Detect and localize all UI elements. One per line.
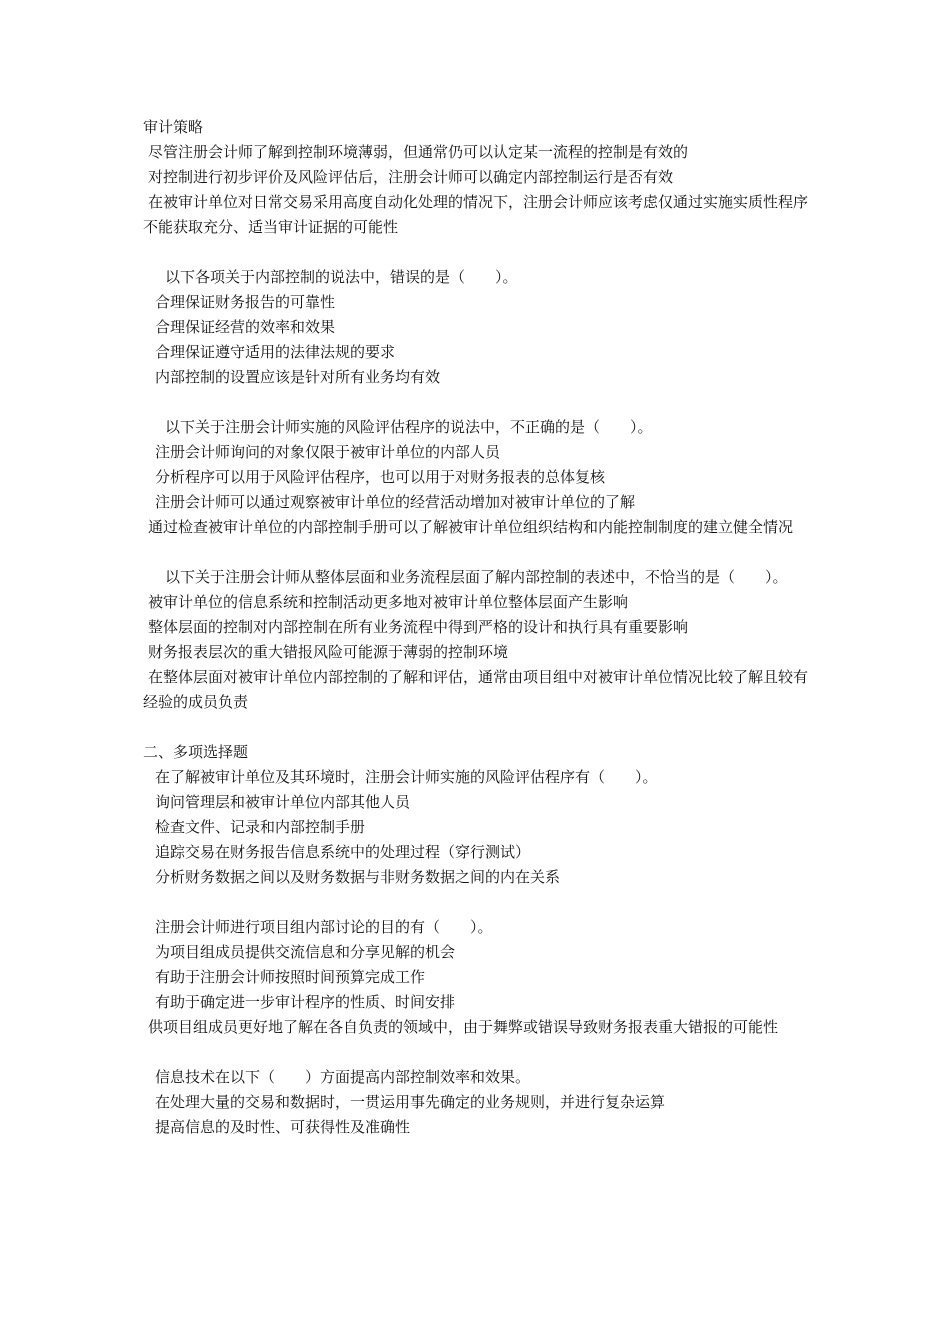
question-stem: 在了解被审计单位及其环境时，注册会计师实施的风险评估程序有（ ）。 [155, 768, 658, 786]
spacer [143, 890, 813, 915]
section-heading: 二、多项选择题 [143, 743, 249, 761]
answer-option: 为项目组成员提供交流信息和分享见解的机会 [155, 943, 456, 961]
answer-option: 询问管理层和被审计单位内部其他人员 [155, 793, 411, 811]
spacer [143, 540, 813, 565]
question-stem: 以下关于注册会计师从整体层面和业务流程层面了解内部控制的表述中，不恰当的是（ ）。 [165, 568, 788, 586]
spacer [143, 1040, 813, 1065]
answer-option: 检查文件、记录和内部控制手册 [155, 818, 366, 836]
answer-option: 财务报表层次的重大错报风险可能源于薄弱的控制环境 [148, 643, 509, 661]
spacer [143, 240, 813, 265]
answer-option: 内部控制的设置应该是针对所有业务均有效 [155, 368, 441, 386]
question-stem: 信息技术在以下（ ）方面提高内部控制效率和效果。 [155, 1068, 531, 1086]
intro-line: 对控制进行初步评价及风险评估后，注册会计师可以确定内部控制运行是否有效 [148, 168, 674, 186]
answer-option: 有助于确定进一步审计程序的性质、时间安排 [155, 993, 456, 1011]
question-stem: 以下各项关于内部控制的说法中，错误的是（ ）。 [165, 268, 518, 286]
document-body [143, 115, 813, 1140]
answer-option: 在整体层面对被审计单位内部控制的了解和评估，通常由项目组中对被审计单位情况比较了解且较有经验的成员负责 [143, 668, 809, 711]
answer-option: 追踪交易在财务报告信息系统中的处理过程（穿行测试） [155, 843, 531, 861]
answer-option: 有助于注册会计师按照时间预算完成工作 [155, 968, 426, 986]
intro-paragraph: 在被审计单位对日常交易采用高度自动化处理的情况下，注册会计师应该考虑仅通过实施实质性程序不能获取充分、适当审计证据的可能性 [143, 193, 809, 236]
answer-option: 通过检查被审计单位的内部控制手册可以了解被审计单位组织结构和内能控制制度的建立健全情况 [148, 518, 794, 536]
spacer [143, 390, 813, 415]
spacer [143, 715, 813, 740]
answer-option: 注册会计师可以通过观察被审计单位的经营活动增加对被审计单位的了解 [155, 493, 636, 511]
intro-line: 尽管注册会计师了解到控制环境薄弱，但通常仍可以认定某一流程的控制是有效的 [148, 143, 689, 161]
question-stem: 注册会计师进行项目组内部讨论的目的有（ ）。 [155, 918, 493, 936]
answer-option: 合理保证经营的效率和效果 [155, 318, 336, 336]
question-stem: 以下关于注册会计师实施的风险评估程序的说法中，不正确的是（ ）。 [165, 418, 653, 436]
answer-option: 供项目组成员更好地了解在各自负责的领域中，由于舞弊或错误导致财务报表重大错报的可能性 [148, 1018, 779, 1036]
answer-option: 分析财务数据之间以及财务数据与非财务数据之间的内在关系 [155, 868, 561, 886]
answer-option: 合理保证财务报告的可靠性 [155, 293, 336, 311]
answer-option: 被审计单位的信息系统和控制活动更多地对被审计单位整体层面产生影响 [148, 593, 629, 611]
answer-option: 分析程序可以用于风险评估程序，也可以用于对财务报表的总体复核 [155, 468, 606, 486]
answer-option: 合理保证遵守适用的法律法规的要求 [155, 343, 396, 361]
answer-option: 在处理大量的交易和数据时，一贯运用事先确定的业务规则，并进行复杂运算 [155, 1093, 666, 1111]
doc-title: 审计策略 [143, 118, 204, 136]
answer-option: 整体层面的控制对内部控制在所有业务流程中得到严格的设计和执行具有重要影响 [148, 618, 689, 636]
answer-option: 提高信息的及时性、可获得性及准确性 [155, 1118, 411, 1136]
answer-option: 注册会计师询问的对象仅限于被审计单位的内部人员 [155, 443, 501, 461]
